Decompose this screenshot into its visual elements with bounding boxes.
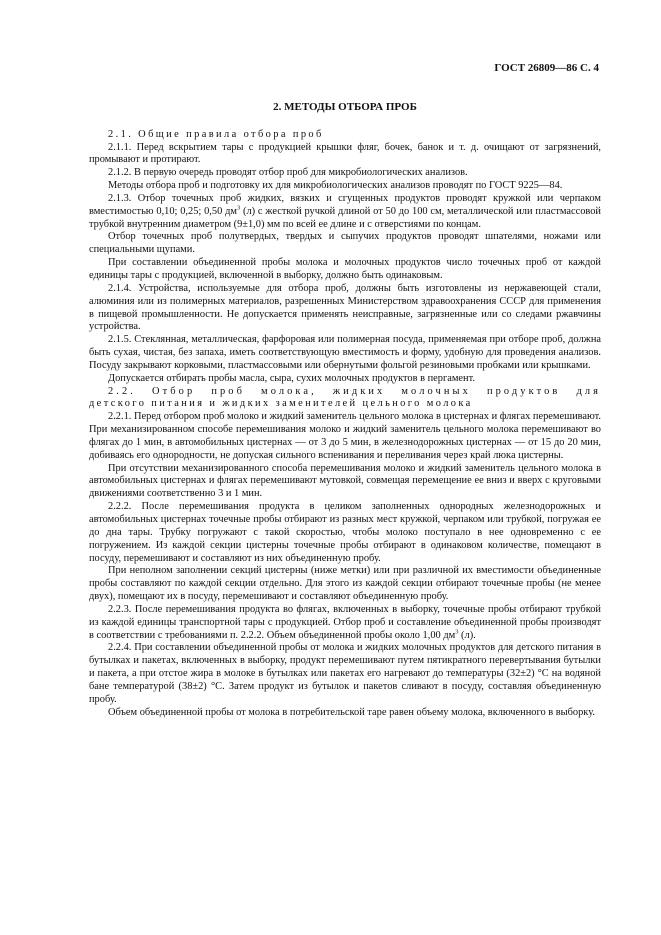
paragraph: При составлении объединенной пробы молока и молочных продуктов число точечных проб от каждой единицы тары с продукцией, включенной в выборку, должно быть одинаковым. — [89, 257, 601, 281]
text-run: (л). — [458, 629, 476, 641]
paragraph: 2.1.5. Стеклянная, металлическая, фарфоровая или полимерная посуда, применяемая при отборе проб, должна быть сухая, чистая, без запаха, иметь соответствующую вместимость и форму, удобную для проведения анализов. Посуду закрывают корковыми, пластмассовыми или обернутыми фольгой резиновыми пробками или крышками. — [89, 334, 601, 371]
paragraph: 2.1.2. В первую очередь проводят отбор проб для микробиологических анализов. — [108, 167, 468, 179]
paragraph — [89, 604, 601, 643]
paragraph: Допускается отбирать пробы масла, сыра, сухих молочных продуктов в пергамент. — [108, 372, 475, 384]
paragraph: Объем объединенной пробы от молока в потребительской таре равен объему молока, включенного в выборку. — [108, 706, 595, 718]
paragraph: 2.1.1. Перед вскрытием тары с продукцией крышки фляг, бочек, банок и т. д. очищают от загрязнений, промывают и протирают. — [89, 141, 601, 166]
paragraph: При отсутствии механизированного способа перемешивания молоко и жидкий заменитель цельного молока в автомобильных цистернах и флягах перемешивают мутовкой, совмещая перемещение ее вниз и вверх с круговыми движениями соответственно 3 и 1 мин. — [89, 462, 601, 500]
section-title: 2. МЕТОДЫ ОТБОРА ПРОБ — [273, 100, 417, 113]
text-run: (л) с жесткой ручкой длиной от 50 до 100 см, металлической или пластмассовой трубкой внутренним диаметром (9±1,0) мм по всей ее длине и с отверстиями по концам. — [89, 205, 601, 230]
paragraph — [89, 193, 601, 232]
paragraph: 2.2.2. После перемешивания продукта в целиком заполненных однородных железнодорожных и автомобильных цистернах точечные пробы отбирают из разных мест кружкой, черпаком или трубкой, погружая ее до дна тары. Трубку погружают с такой скоростью, чтобы молоко поступало в нее одновременно с ее погружением. Из каждой секции цистерны точечные пробы отбирают в одинаковом количестве, помещают в посуду, перемешивают и составляют из них объединенную пробу. — [89, 501, 601, 564]
paragraph: 2.2.1. Перед отбором проб молоко и жидкий заменитель цельного молока в цистернах и флягах перемешивают. При механизированном способе перемешивания молоко и жидкий заменитель цельного молока перемешивают во флягах до 1 мин, в автомобильных цистернах — от 3 до 5 мин, в железнодорожных цистернах — от 15 до 20 мин, добиваясь его однородности, не допуская сильного вспенивания и переливания через край люка цистерны. — [89, 411, 601, 461]
text-run: 2.2.3. После перемешивания продукта во флягах, включенных в выборку, точечные пробы отбирают трубкой из каждой единицы транспортной тары с продукцией. Отбор проб и составление объединенной пробы производят в соответствии с требованиями п. 2.2.2. Объем объединенной пробы около 1,00 дм — [89, 603, 601, 641]
paragraph: 2.2.4. При составлении объединенной пробы от молока и жидких молочных продуктов для детского питания в бутылках и пакетах, включенных в выборку, продукт перемешивают путем пятикратного перевертывания бутылки и пакета, а при отстое жира в молоке в бутылках или пакетах его нагревают до температуры (32±2) °С на водяной бане температурой (38±2) °С. Затем продукт из бутылок и пакетов сливают в посуду, составляя объединенную пробу. — [89, 642, 601, 705]
paragraph: Методы отбора проб и подготовку их для микробиологических анализов проводят по ГОСТ 9225—84. — [108, 180, 563, 192]
page-header: ГОСТ 26809—86 С. 4 — [494, 62, 599, 74]
subsection-heading-2-1: 2.1. Общие правила отбора проб — [108, 128, 324, 140]
superscript: 3 — [236, 204, 241, 212]
paragraph: При неполном заполнении секций цистерны (ниже метки) или при различной их вместимости объединенные пробы составляют по каждой секции отдельно. Для этого из каждой секции отбирают точечные пробы (не менее двух), помещают их в посуду, перемешивают и составляют объединенную пробу. — [89, 565, 601, 603]
paragraph: Отбор точечных проб полутвердых, твердых и сыпучих продуктов проводят шпателями, ножами или специальными щупами. — [89, 231, 601, 256]
text-run: 2.1.3. Отбор точечных проб жидких, вязких и сгущенных продуктов проводят кружкой или черпаком вместимостью 0,10; 0,25; 0,50 дм — [89, 192, 601, 217]
subsection-heading-2-2-cont: детского питания и жидких заменителей цельного молока — [89, 398, 473, 410]
superscript: 3 — [455, 628, 459, 636]
paragraph: 2.1.4. Устройства, используемые для отбора проб, должны быть изготовлены из нержавеющей стали, алюминия или из полимерных материалов, разрешенных Министерством здравоохранения СССР для применения в пищевой промышленности. Не допускается применять неисправные, загрязненные или со следами ржавчины устройства. — [89, 282, 601, 333]
subsection-heading-2-2: 2.2. Отбор проб молока, жидких молочных продуктов для — [108, 385, 601, 397]
